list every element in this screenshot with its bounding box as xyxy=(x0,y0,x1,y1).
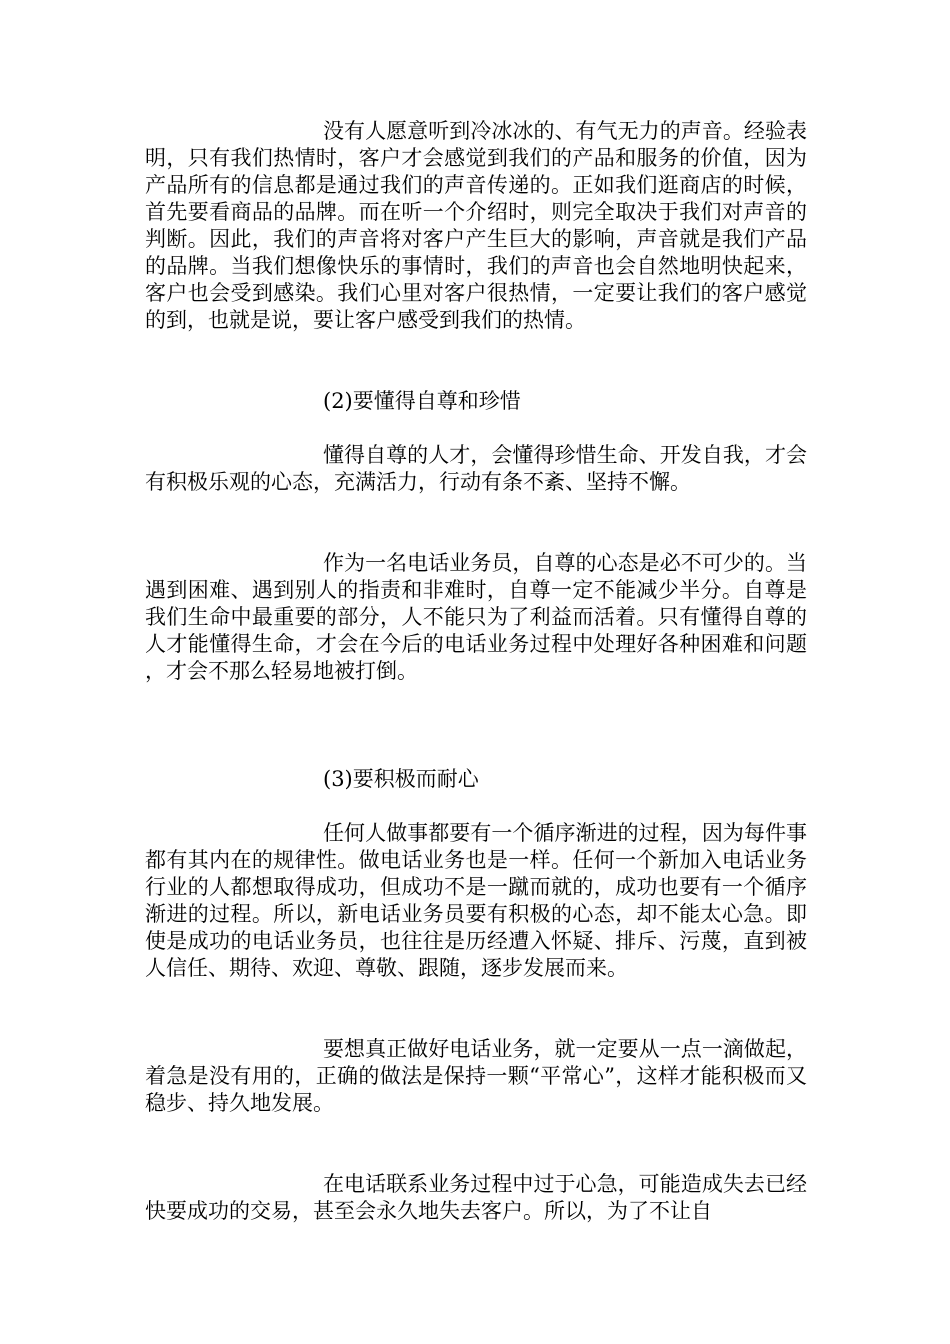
paragraph-spacer xyxy=(145,415,807,442)
paragraph-spacer xyxy=(145,685,807,766)
document-body xyxy=(145,118,807,1225)
paragraph-step-by-step: 要想真正做好电话业务，就一定要从一点一滴做起，着急是没有用的，正确的做法是保持一颗“平常心”，这样才能积极而又稳步、持久地发展。 xyxy=(145,1037,807,1115)
paragraph-spacer xyxy=(145,334,807,388)
paragraph-self-respect-detail: 作为一名电话业务员，自尊的心态是必不可少的。当遇到困难、遇到别人的指责和非难时，自尊一定不能减少半分。自尊是我们生命中最重要的部分，人不能只为了利益而活着。只有懂得自尊的人才能懂得生命，才会在今后的电话业务过程中处理好各种困难和问题，才会不那么轻易地被打倒。 xyxy=(145,551,807,683)
paragraph-spacer xyxy=(145,793,807,820)
paragraph-spacer xyxy=(145,1117,807,1171)
paragraph-spacer xyxy=(145,496,807,550)
paragraph-gradual-process: 任何人做事都要有一个循序渐进的过程，因为每件事都有其内在的规律性。做电话业务也是一样。任何一个新加入电话业务行业的人都想取得成功，但成功不是一蹴而就的，成功也要有一个循序渐进的过程。所以，新电话业务员要有积极的心态，却不能太心急。即使是成功的电话业务员，也往往是历经遭入怀疑、排斥、污蔑，直到被人信任、期待、欢迎、尊敬、跟随，逐步发展而来。 xyxy=(145,821,807,980)
paragraph-self-respect-intro: 懂得自尊的人才，会懂得珍惜生命、开发自我，才会有积极乐观的心态，充满活力，行动有条不紊、坚持不懈。 xyxy=(145,443,807,494)
section-heading-positive-patient: (3)要积极而耐心 xyxy=(323,767,479,791)
paragraph-impatience-risk: 在电话联系业务过程中过于心急，可能造成失去已经快要成功的交易，甚至会永久地失去客户。所以，为了不让自 xyxy=(145,1172,807,1223)
section-heading-self-respect: (2)要懂得自尊和珍惜 xyxy=(323,389,521,413)
paragraph-spacer xyxy=(145,982,807,1036)
paragraph-enthusiasm: 没有人愿意听到冷冰冰的、有气无力的声音。经验表明，只有我们热情时，客户才会感觉到我们的产品和服务的价值，因为产品所有的信息都是通过我们的声音传递的。正如我们逛商店的时候，首先要看商品的品牌。而在听一个介绍时，则完全取决于我们对声音的判断。因此，我们的声音将对客户产生巨大的影响，声音就是我们产品的品牌。当我们想像快乐的事情时，我们的声音也会自然地明快起来，客户也会受到感染。我们心里对客户很热情，一定要让我们的客户感觉的到，也就是说，要让客户感受到我们的热情。 xyxy=(145,119,807,332)
